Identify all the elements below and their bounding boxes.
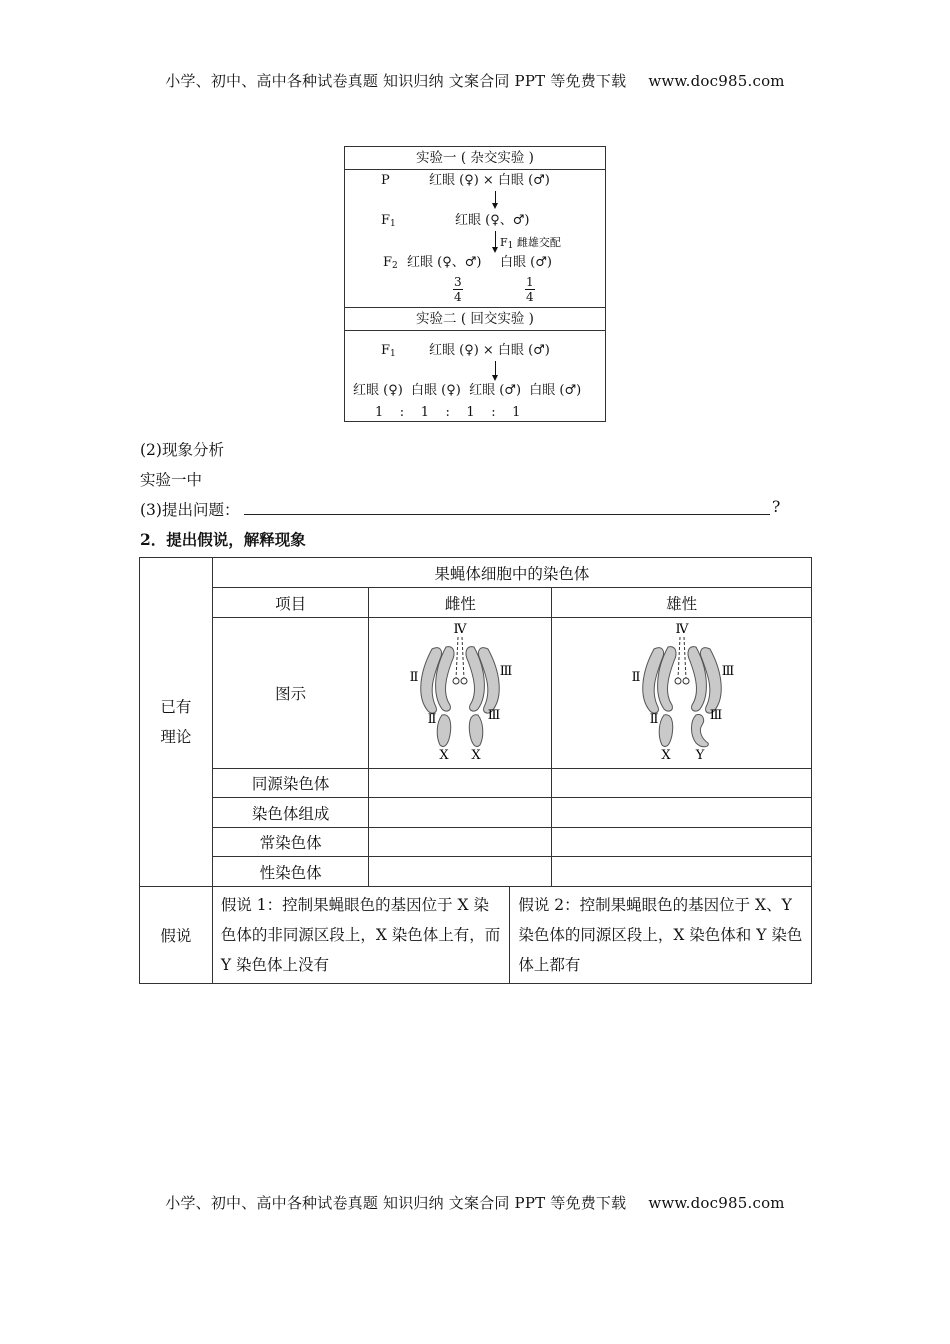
label-iii-bottom: Ⅲ (488, 708, 501, 723)
row-homologous: 同源染色体 (212, 769, 369, 798)
page-footer (0, 1192, 950, 1213)
label-ii-top: Ⅱ (631, 670, 641, 685)
question-label: (3)提出问题： (140, 501, 240, 519)
label-x-right: X (471, 748, 481, 763)
label-x-left: X (439, 748, 449, 763)
col-item: 项目 (212, 588, 369, 618)
label-iii-top: Ⅲ (721, 664, 734, 679)
row-autosome: 常染色体 (212, 828, 369, 857)
female-chromosome-diagram (380, 619, 540, 763)
row-diagram-label: 图示 (212, 618, 369, 769)
table-caption: 果蝇体细胞中的染色体 (212, 558, 811, 588)
label-ii-bottom: Ⅱ (427, 712, 437, 727)
male-autosome-blank[interactable] (552, 828, 812, 857)
hypothesis-2: 假说 2：控制果蝇眼色的基因位于 X、Y 染色体的同源区段上，X 染色体和 Y 染色体上都有 (510, 887, 812, 984)
label-iv: Ⅳ (675, 622, 689, 637)
male-diagram-cell (552, 618, 812, 769)
footer-site[interactable]: www.doc985.com (648, 1194, 785, 1212)
arrow-exp2 (495, 361, 496, 377)
female-homologous-blank[interactable] (369, 769, 552, 798)
exp2-cross: 红眼 (♀) × 白眼 (♂) (429, 343, 550, 358)
exp2-ratio: 1 : 1 : 1 : 1 (375, 405, 521, 420)
arrow-p-to-f1 (495, 191, 496, 205)
experiment-one-middle: 实验一中 (140, 471, 203, 489)
phenomenon-analysis: (2)现象分析 (140, 441, 224, 459)
page-header (0, 70, 950, 91)
f1-label: $F_1$ (381, 213, 396, 229)
row-composition: 染色体组成 (212, 798, 369, 828)
chromosome-iv-right (461, 678, 467, 684)
male-chromosome-diagram (602, 619, 762, 763)
row-sex: 性染色体 (212, 857, 369, 887)
female-composition-blank[interactable] (369, 798, 552, 828)
ratio-red: $\frac{3}{4}$ (454, 275, 462, 304)
chromosome-y (691, 715, 708, 747)
f2-white: 白眼 (♂) (500, 255, 552, 270)
hypothesis-label-cell: 假说 (140, 887, 213, 984)
hypothesis-1: 假说 1：控制果蝇眼色的基因位于 X 染色体的非同源区段上，X 染色体上有，而 Y 染色体上没有 (212, 887, 510, 984)
chromosome-table (139, 557, 812, 984)
male-homologous-blank[interactable] (552, 769, 812, 798)
chromosome-iv-right (683, 678, 689, 684)
p-cross: 红眼 (♀) × 白眼 (♂) (429, 173, 550, 188)
label-x: X (661, 748, 671, 763)
chromosome-iv-left (453, 678, 459, 684)
existing-theory-cell: 已有 理论 (140, 558, 213, 887)
f1-result: 红眼 (♀、♂) (455, 213, 530, 228)
chromosome-iv-left (675, 678, 681, 684)
chromosome-x-left (438, 715, 452, 747)
arrow-f1-to-f2 (495, 231, 496, 249)
label-iii-bottom: Ⅲ (709, 708, 722, 723)
female-diagram-cell (369, 618, 552, 769)
p-label: P (381, 173, 390, 188)
ratio-white: $\frac{1}{4}$ (526, 275, 534, 304)
header-text: 小学、初中、高中各种试卷真题 知识归纳 文案合同 PPT 等免费下载 (165, 72, 627, 90)
female-sex-blank[interactable] (369, 857, 552, 887)
col-female: 雌性 (369, 588, 552, 618)
label-y: Y (695, 748, 704, 763)
chromosome-x (659, 715, 673, 747)
question-blank[interactable] (244, 514, 770, 515)
experiment-one-title: 实验一 ( 杂交实验 ) (345, 147, 605, 170)
f1-mating-note: $F_1$ 雌雄交配 (500, 236, 561, 251)
section-heading-2: 2．提出假说，解释现象 (140, 530, 306, 549)
experiment-two-title: 实验二 ( 回交实验 ) (345, 307, 605, 331)
col-male: 雄性 (552, 588, 812, 618)
experiment-figure (344, 146, 606, 422)
chromosome-x-right (470, 715, 484, 747)
footer-text: 小学、初中、高中各种试卷真题 知识归纳 文案合同 PPT 等免费下载 (165, 1194, 627, 1212)
male-composition-blank[interactable] (552, 798, 812, 828)
header-site[interactable]: www.doc985.com (648, 72, 785, 90)
label-iv: Ⅳ (453, 622, 467, 637)
male-sex-blank[interactable] (552, 857, 812, 887)
f2-label: $F_2$ (383, 255, 398, 271)
label-iii-top: Ⅲ (500, 664, 513, 679)
exp2-f1-label: $F_1$ (381, 343, 396, 359)
female-autosome-blank[interactable] (369, 828, 552, 857)
question-end: ? (772, 498, 781, 516)
label-ii-top: Ⅱ (409, 670, 419, 685)
f2-red: 红眼 (♀、♂) (407, 255, 482, 270)
exp2-offspring: 红眼 (♀) 白眼 (♀) 红眼 (♂) 白眼 (♂) (353, 383, 582, 398)
label-ii-bottom: Ⅱ (649, 712, 659, 727)
